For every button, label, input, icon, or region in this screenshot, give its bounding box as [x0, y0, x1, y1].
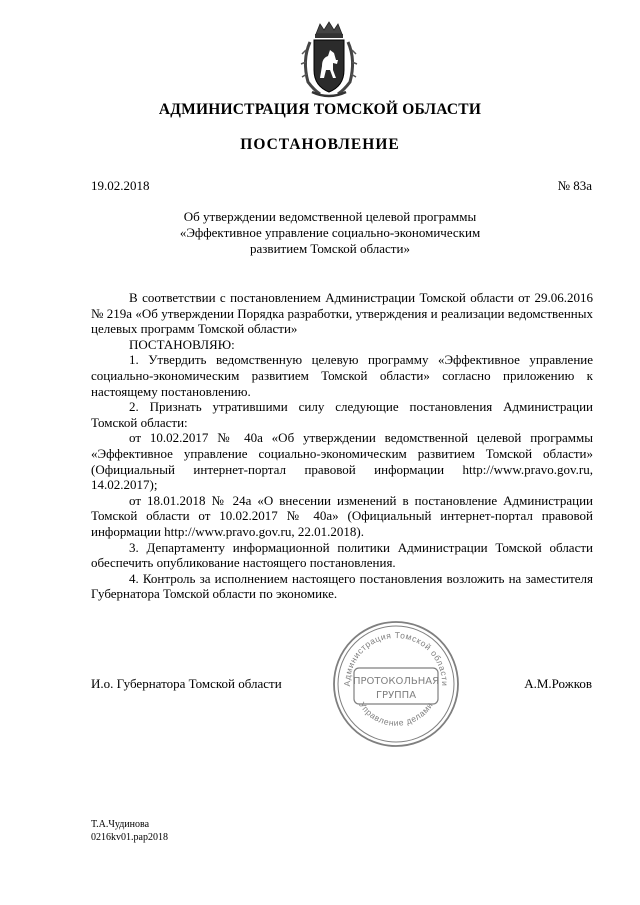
stamp-ring-text: Администрация Томской области [341, 629, 451, 687]
paragraph-item-2: 2. Признать утратившими силу следующие постановления Администрации Томской области: [91, 399, 593, 430]
document-footer [91, 818, 168, 844]
paragraph-item-2a: от 10.02.2017 № 40а «Об утверждении ведомственной целевой программы «Эффективное управление социально-экономическим развитием Томской области» (Официальный интернет-портал правовой информации http://www.pravo.gov.ru, 14.02.2017); [91, 430, 593, 493]
resolve-heading: ПОСТАНОВЛЯЮ: [129, 336, 235, 352]
protocol-stamp [330, 618, 462, 750]
stamp-center-line2: ГРУППА [375, 690, 417, 701]
stamp-bottom-text: Управление делами [357, 700, 435, 728]
stamp-center-line1: ПРОТОКОЛЬНАЯ [352, 676, 440, 687]
file-code: 0216kv01.pap2018 [91, 832, 168, 843]
subject-line: «Эффективное управление социально-экономическим [179, 225, 481, 240]
signatory-name: А.М.Рожков [524, 676, 592, 691]
paragraph-item-4: 4. Контроль за исполнением настоящего постановления возложить на заместителя Губернатора Томской области по экономике. [91, 570, 593, 602]
document-date: 19.02.2018 [91, 178, 150, 193]
document-type: ПОСТАНОВЛЕНИЕ [240, 136, 400, 153]
executor-name: Т.А.Чудинова [91, 819, 150, 830]
paragraph-item-3: 3. Департаменту информационной политики Администрации Томской области обеспечить опубликование настоящего постановления. [91, 539, 593, 571]
document-body [91, 290, 593, 602]
paragraph-item-1: 1. Утвердить ведомственную целевую программу «Эффективное управление социально-экономическим развитием Томской области» согласно приложению к настоящему постановлению. [91, 352, 593, 399]
subject-line: Об утверждении ведомственной целевой программы [183, 209, 477, 224]
document-subject [170, 209, 490, 257]
document-number: № 83а [557, 178, 592, 193]
intro-paragraph: В соответствии с постановлением Администрации Томской области от 29.06.2016 № 219а «Об утверждении Порядка разработки, утверждения и реализации ведомственных целевых программ Томской области» [91, 290, 593, 337]
coat-of-arms-icon [300, 20, 358, 98]
subject-line: развитием Томской области» [250, 241, 410, 256]
paragraph-item-2b: от 18.01.2018 № 24а «О внесении изменений в постановление Администрации Томской области от 10.02.2017 № 40а» (Официальный интернет-портал правовой информации http://www.pravo.gov.ru, 22.01.2018). [91, 492, 593, 539]
organization-name: АДМИНИСТРАЦИЯ ТОМСКОЙ ОБЛАСТИ [158, 101, 482, 118]
signatory-position: И.о. Губернатора Томской области [91, 676, 282, 691]
